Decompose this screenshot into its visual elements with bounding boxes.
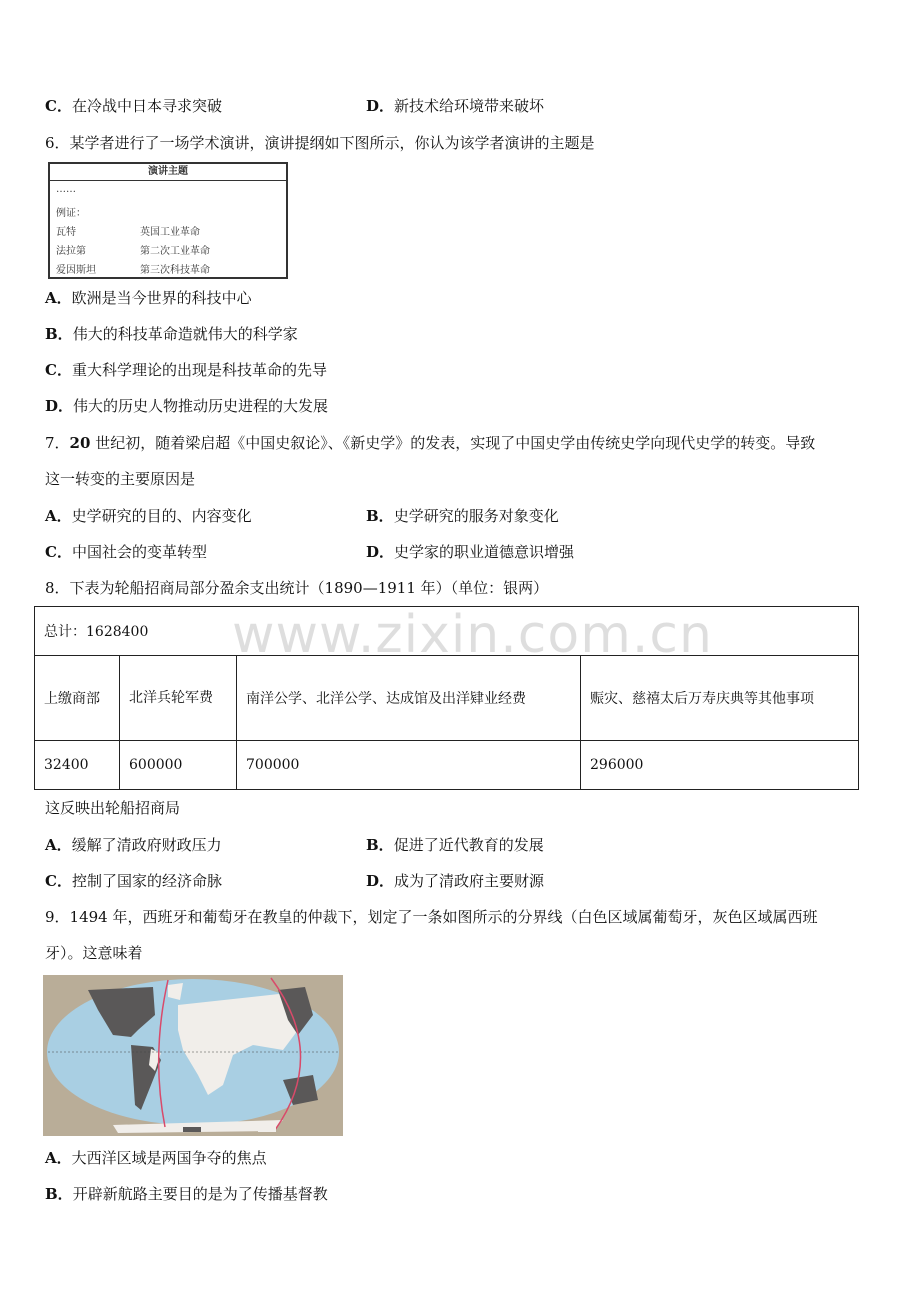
q9-option-a: A．大西洋区域是两国争夺的焦点 xyxy=(45,1149,267,1167)
q7-stem-line2: 这一转变的主要原因是 xyxy=(45,470,196,488)
table-cell: 296000 xyxy=(581,741,859,790)
q5-option-d: D．新技术给环境带来破坏 xyxy=(366,97,545,115)
q8-option-a: A．缓解了清政府财政压力 xyxy=(45,836,222,854)
q8-option-c: C．控制了国家的经济命脉 xyxy=(45,872,222,890)
q7-option-b: B．史学研究的服务对象变化 xyxy=(366,507,559,525)
outline-person: 瓦特 xyxy=(56,227,76,238)
q9-option-b: B．开辟新航路主要目的是为了传播基督教 xyxy=(45,1185,328,1203)
q6-stem: 6．某学者进行了一场学术演讲，演讲提纲如下图所示，你认为该学者演讲的主题是 xyxy=(45,134,595,152)
table-header: 北洋兵轮军费 xyxy=(120,656,237,741)
q7-stem-line1: 7．20 世纪初，随着梁启超《中国史叙论》、《新史学》的发表，实现了中国史学由传统史学向现代史学的转变。导致 xyxy=(45,434,816,452)
q6-option-c: C．重大科学理论的出现是科技革命的先导 xyxy=(45,361,327,379)
q7-option-c: C．中国社会的变革转型 xyxy=(45,543,207,561)
q7-option-d: D．史学家的职业道德意识增强 xyxy=(366,543,575,561)
outline-title: 演讲主题 xyxy=(50,164,286,181)
q9-stem-line1: 9．1494 年，西班牙和葡萄牙在教皇的仲裁下，划定了一条如图所示的分界线（白色区域属葡萄牙，灰色区域属西班 xyxy=(45,908,818,926)
outline-event: 英国工业革命 xyxy=(140,227,200,238)
expenditure-table xyxy=(34,606,859,790)
outline-example-label: 例证： xyxy=(56,208,86,219)
q6-option-a: A．欧洲是当今世界的科技中心 xyxy=(45,289,252,307)
outline-event: 第三次科技革命 xyxy=(140,265,210,276)
lecture-outline-figure xyxy=(48,162,288,279)
table-cell: 32400 xyxy=(35,741,120,790)
q8-option-b: B．促进了近代教育的发展 xyxy=(366,836,544,854)
table-header: 上缴商部 xyxy=(35,656,120,741)
q6-option-d: D．伟大的历史人物推动历史进程的大发展 xyxy=(45,397,329,415)
outline-ellipsis: …… xyxy=(56,184,76,195)
table-total: 总计：1628400 xyxy=(35,607,859,656)
q9-stem-line2: 牙）。这意味着 xyxy=(45,944,143,962)
q7-option-a: A．史学研究的目的、内容变化 xyxy=(45,507,252,525)
watermark: www.zixin.com.cn xyxy=(232,605,713,665)
table-cell: 600000 xyxy=(120,741,237,790)
table-cell: 700000 xyxy=(237,741,581,790)
outline-person: 法拉第 xyxy=(56,246,86,257)
q5-option-c: C．在冷战中日本寻求突破 xyxy=(45,97,222,115)
q8-after: 这反映出轮船招商局 xyxy=(45,799,181,817)
outline-person: 爱因斯坦 xyxy=(56,265,96,276)
q8-option-d: D．成为了清政府主要财源 xyxy=(366,872,545,890)
table-header: 赈灾、慈禧太后万寿庆典等其他事项 xyxy=(581,656,859,741)
table-header: 南洋公学、北洋公学、达成馆及出洋肄业经费 xyxy=(237,656,581,741)
outline-event: 第二次工业革命 xyxy=(140,246,210,257)
q8-stem: 8．下表为轮船招商局部分盈余支出统计（1890—1911 年）（单位：银两） xyxy=(45,579,549,597)
legend-portuguese-swatch xyxy=(258,1127,276,1132)
legend-spanish-swatch xyxy=(183,1127,201,1132)
world-map-figure xyxy=(43,975,343,1136)
q6-option-b: B．伟大的科技革命造就伟大的科学家 xyxy=(45,325,298,343)
